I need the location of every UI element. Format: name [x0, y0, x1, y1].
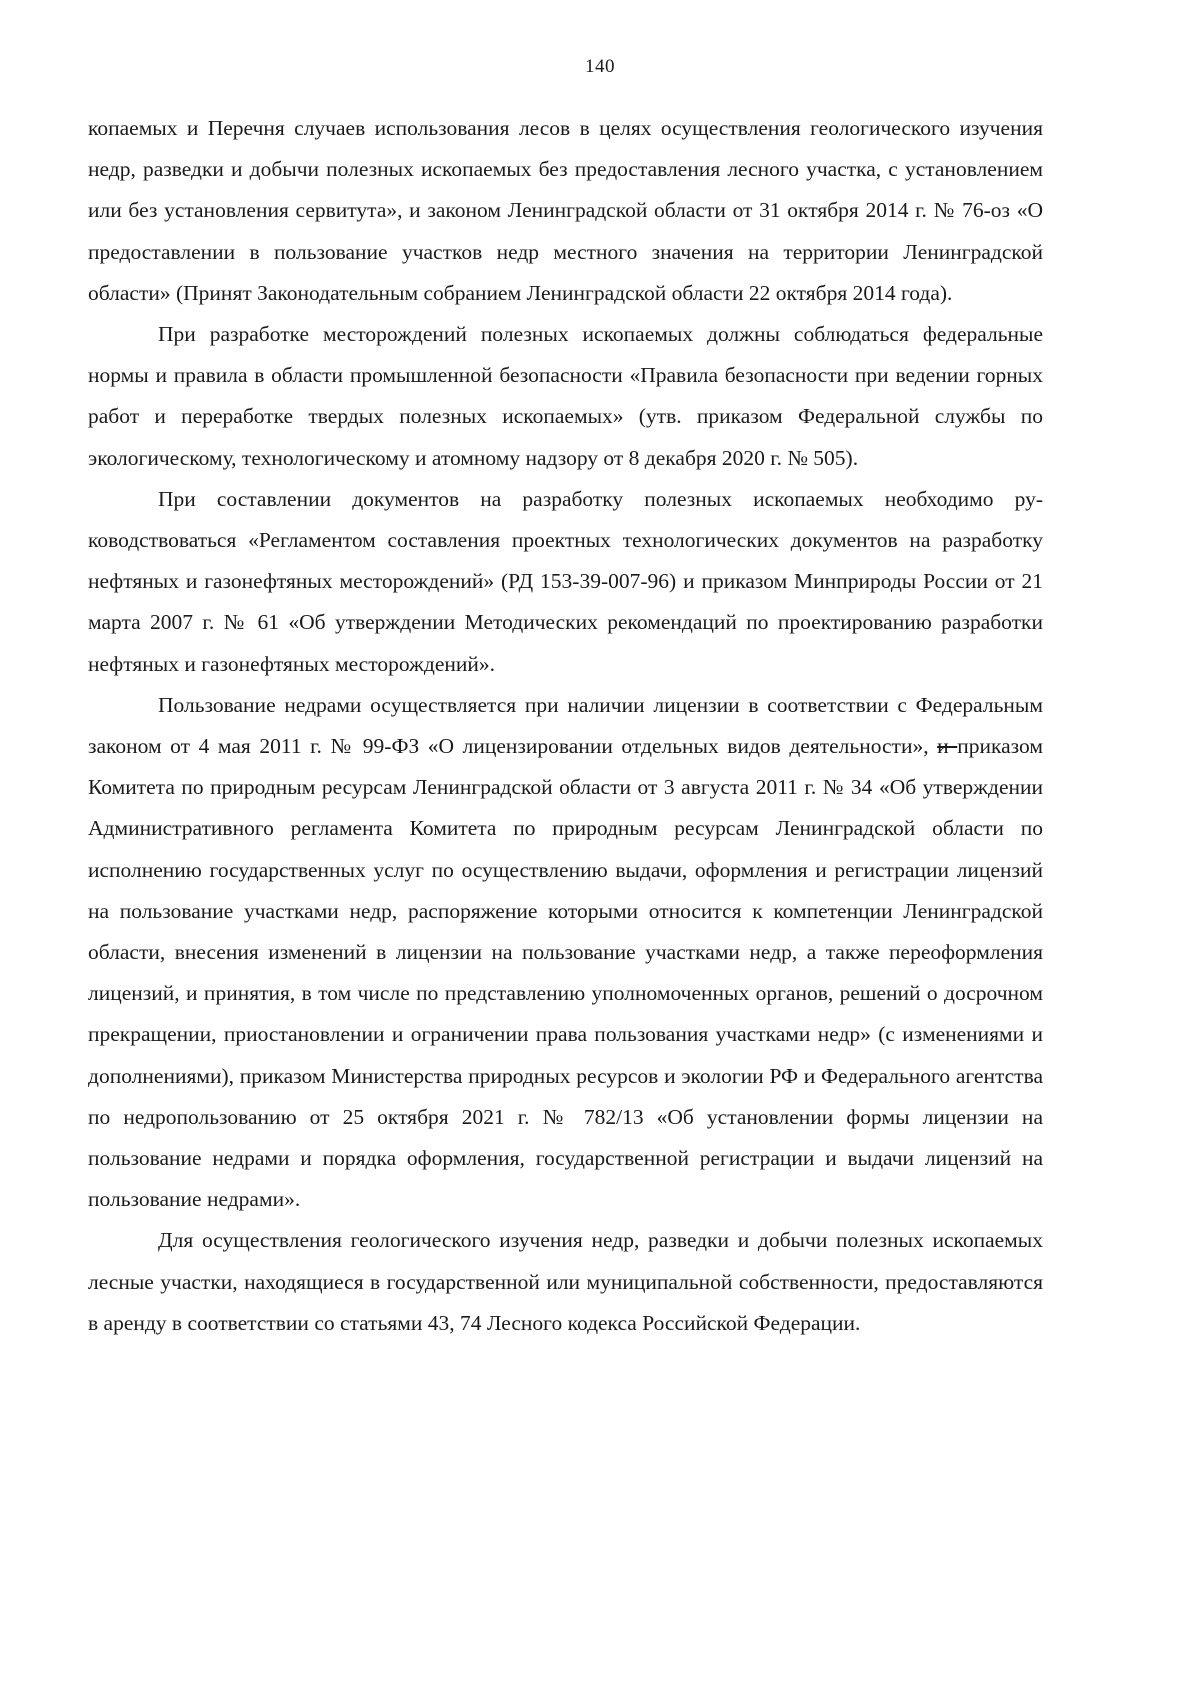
paragraph-licensing: [88, 685, 1043, 1221]
paragraph-safety-rules: При разработке месторождений полезных ископаемых должны соблюдаться федеральные нормы и правила в области промышленной безопасности «Правила безопасности при ведении горных работ и переработке твердых полезных ископаемых» (утв. приказом Федеральной службы по экологическому, технологическому и атомному надзору от 8 декабря 2020 г. № 505).: [88, 322, 1043, 470]
page-number: 140: [585, 56, 615, 77]
paragraph-1-continuation: копаемых и Перечня случаев использования лесов в целях осуществления геологического изучения недр, разведки и добычи полезных ископаемых без предоставления лесного участка, с установлением или без установления сервитута», и законом Ленинградской области от 31 октября 2014 г. № 76-оз «О предоставлении в пользование участков недр местного значения на территории Ленинградской области» (Принят Законодательным собранием Ленинградской области 22 октября 2014 года).: [88, 116, 1043, 305]
paragraph-forest-lease: Для осуществления геологического изучения недр, разведки и добычи полезных ископаемых лесные участки, находящиеся в государственной или муниципальной собственности, предоставляются в аренду в соответствии со статьями 43, 74 Лесного кодекса Российской Федерации.: [88, 1228, 1043, 1335]
struck-word: и: [937, 734, 958, 759]
document-body: [88, 108, 1043, 1344]
licensing-text-before: Пользование недрами осуществляется при наличии лицензии в соответствии с Федеральным законом от 4 мая 2011 г. № 99-ФЗ «О лицензировании отдельных видов деятельности»,: [88, 692, 1043, 759]
licensing-text-after: приказом Комитета по природным ресурсам Ленинградской области от 3 августа 2011 г. № 34 «Об утверждении Административного регламента Комитета по природным ресурсам Ленинградской области по исполнению государственных услуг по осуществлению выдачи, оформления и регистрации лицензий на пользование участками недр, распоряжение которыми относится к компетенции Ленинградской области, внесения изменений в лицензии на пользование участками недр, а также переоформления лицензий, и принятия, в том числе по представлению уполномоченных органов, решений о досрочном прекращении, приостановлении и ограничении права пользования участками недр» (с изменениями и дополнениями), приказом Министерства природных ресурсов и экологии РФ и Федерального агентства по недропользованию от 25 октября 2021 г. № 782/13 «Об установлении формы лицензии на пользование недрами и порядка оформления, государственной регистрации и выдачи лицензий на пользование недрами».: [88, 734, 1043, 1212]
paragraph-development-documents: При составлении документов на разработку полезных ископаемых необходимо руководствоваться «Регламентом составления проектных технологических документов на разработку нефтяных и газонефтяных месторождений» (РД 153-39-007-96) и приказом Минприроды России от 21 марта 2007 г. № 61 «Об утверждении Методических рекомендаций по проектированию разработки нефтяных и газонефтяных месторождений».: [88, 486, 1043, 676]
